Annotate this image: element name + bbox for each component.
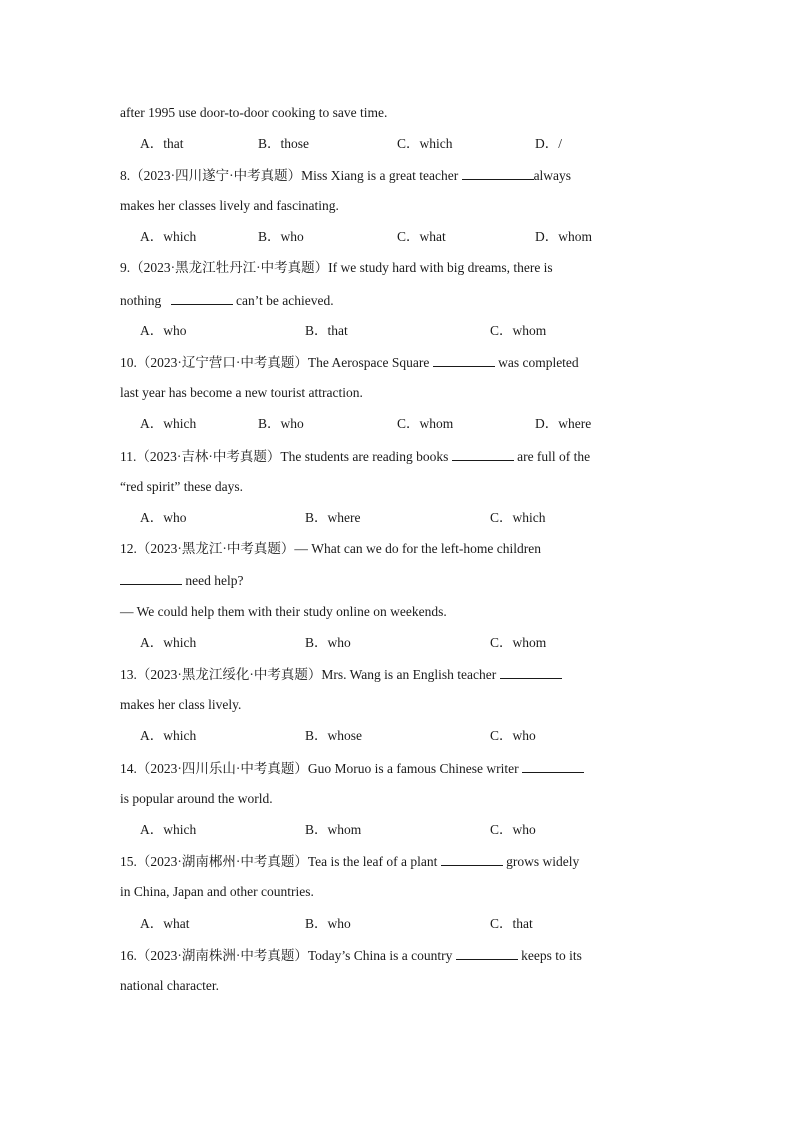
answer-blank (433, 353, 495, 367)
question-9-stem: nothing (120, 293, 165, 308)
question-15-line-1 (120, 852, 579, 871)
question-12-stem-end: need help? (182, 573, 244, 588)
question-9-line-1: 9.（2023·黑龙江牡丹江·中考真题）If we study hard with big dreams, there is (120, 260, 553, 275)
option-c: C．whom (397, 416, 454, 431)
question-14-stem: 14.（2023·四川乐山·中考真题）Guo Moruo is a famous Chinese writer (120, 761, 522, 776)
question-7-text: after 1995 use door-to-door cooking to save time. (120, 105, 388, 120)
answer-blank (441, 852, 503, 866)
option-c: C．who (490, 728, 536, 743)
question-13-line-2: makes her class lively. (120, 697, 242, 712)
question-14-options (0, 821, 794, 839)
question-8-stem-end: always (533, 168, 572, 183)
question-11-stem-end: are full of the (513, 449, 591, 464)
option-b: B．who (258, 229, 304, 244)
option-c: C．which (490, 510, 546, 525)
answer-blank (456, 946, 518, 960)
question-8-stem: 8.（2023·四川遂宁·中考真题）Miss Xiang is a great teacher (120, 168, 462, 183)
question-11-line-2: “red spirit” these days. (120, 479, 243, 494)
question-8-line-2: makes her classes lively and fascinating. (120, 198, 339, 213)
answer-blank (500, 665, 562, 679)
option-d: D．whom (535, 229, 592, 244)
question-9-options (0, 322, 794, 340)
option-c: C．that (490, 916, 533, 931)
question-15-options (0, 915, 794, 933)
question-15-stem: 15.（2023·湖南郴州·中考真题）Tea is the leaf of a plant (120, 854, 441, 869)
question-16-stem: 16.（2023·湖南株洲·中考真题）Today’s China is a country (120, 948, 456, 963)
question-8-line-1 (120, 166, 571, 185)
question-13-stem: 13.（2023·黑龙江绥化·中考真题）Mrs. Wang is an English teacher (120, 667, 500, 682)
question-8-options (0, 228, 794, 246)
question-10-line-1 (120, 353, 579, 372)
option-a: A．which (140, 635, 197, 650)
option-b: B．those (258, 136, 310, 151)
question-14-line-2: is popular around the world. (120, 791, 273, 806)
question-10-stem-end: was completed (494, 355, 579, 370)
question-13-options (0, 727, 794, 745)
option-b: B．whom (305, 822, 362, 837)
answer-blank (120, 571, 182, 585)
option-a: A．that (140, 136, 184, 151)
question-14-line-1 (120, 759, 584, 778)
question-10-options (0, 415, 794, 433)
option-a: A．which (140, 416, 197, 431)
question-9-line-2 (120, 291, 334, 310)
question-11-line-1 (120, 447, 590, 466)
option-c: C．what (397, 229, 446, 244)
option-b: B．who (258, 416, 304, 431)
question-12-line-2 (120, 571, 243, 590)
option-d: D．/ (535, 136, 562, 151)
option-b: B．that (305, 323, 348, 338)
answer-blank (171, 291, 233, 305)
question-10-line-2: last year has become a new tourist attraction. (120, 385, 363, 400)
question-16-line-1 (120, 946, 582, 965)
question-16-stem-end: keeps to its (517, 948, 582, 963)
question-15-stem-end: grows widely (502, 854, 580, 869)
question-7-options (0, 135, 794, 153)
question-15-line-2: in China, Japan and other countries. (120, 884, 314, 899)
option-c: C．who (490, 822, 536, 837)
option-a: A．what (140, 916, 190, 931)
option-c: C．whom (490, 635, 547, 650)
option-a: A．who (140, 510, 187, 525)
question-13-line-1 (120, 665, 562, 684)
answer-blank (462, 166, 534, 180)
question-11-stem: 11.（2023·吉林·中考真题）The students are reading books (120, 449, 452, 464)
question-12-line-3: — We could help them with their study online on weekends. (120, 604, 447, 619)
question-10-stem: 10.（2023·辽宁营口·中考真题）The Aerospace Square (120, 355, 433, 370)
answer-blank (522, 759, 584, 773)
option-a: A．which (140, 822, 197, 837)
question-9-stem-end: can’t be achieved. (232, 293, 334, 308)
option-d: D．where (535, 416, 592, 431)
question-12-line-1: 12.（2023·黑龙江·中考真题）— What can we do for the left-home children (120, 541, 542, 556)
option-a: A．which (140, 728, 197, 743)
answer-blank (452, 447, 514, 461)
option-c: C．which (397, 136, 453, 151)
option-b: B．where (305, 510, 361, 525)
option-b: B．whose (305, 728, 362, 743)
question-11-options (0, 509, 794, 527)
question-12-options (0, 634, 794, 652)
option-b: B．who (305, 916, 351, 931)
question-16-line-2: national character. (120, 978, 219, 993)
option-a: A．which (140, 229, 197, 244)
option-b: B．who (305, 635, 351, 650)
option-a: A．who (140, 323, 187, 338)
option-c: C．whom (490, 323, 547, 338)
